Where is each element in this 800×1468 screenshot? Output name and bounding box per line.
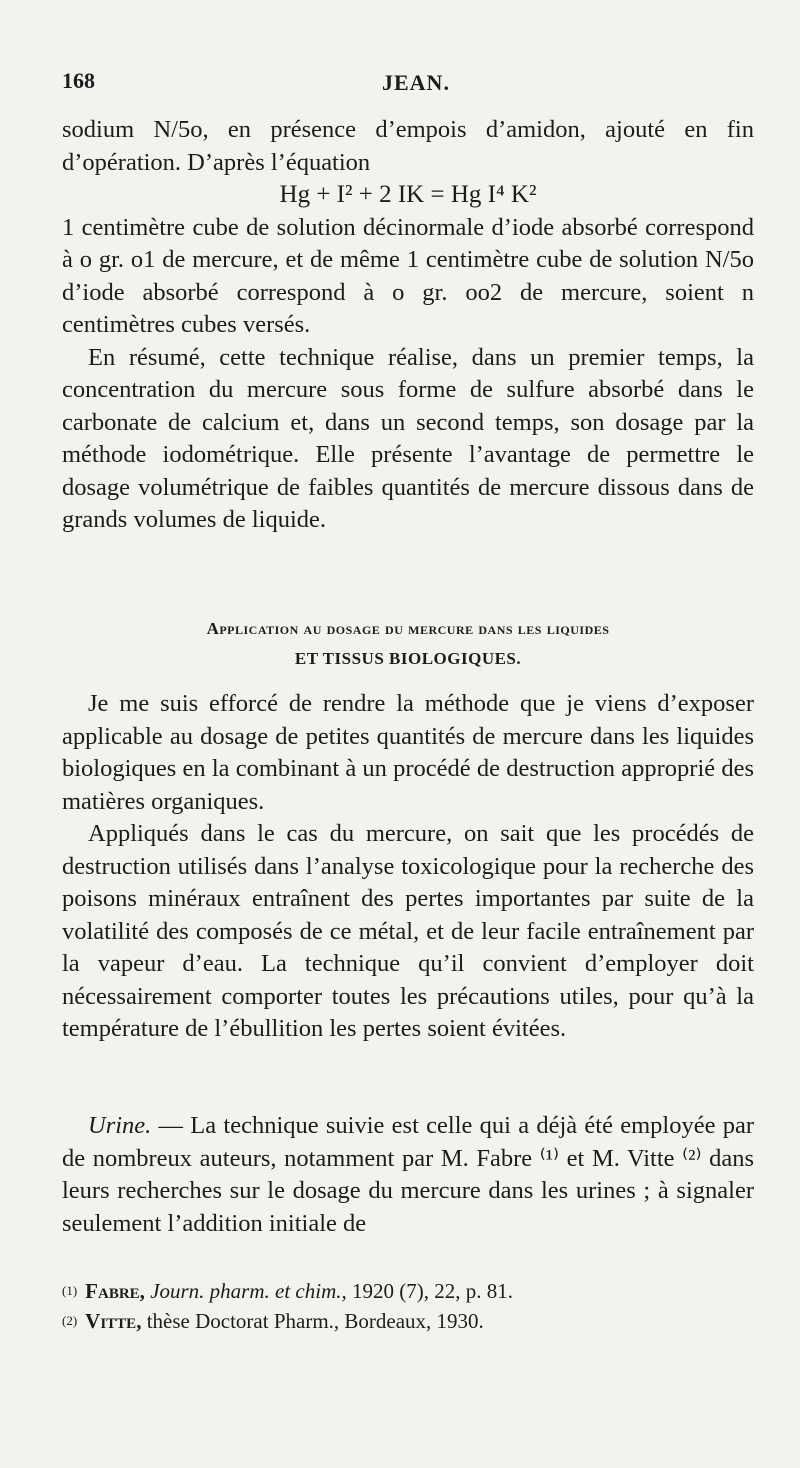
footnotes <box>62 1276 754 1336</box>
footnote-mark: (2) <box>62 1313 78 1328</box>
paragraph-urine <box>62 1110 754 1240</box>
footnote-2 <box>62 1306 754 1336</box>
paragraph-summary: En résumé, cette technique réalise, dans un premier temps, la concentration du mercure sous forme de sulfure absorbé dans le carbonate de calcium et, dans un second temps, son dosage par la méthode iodométrique. Elle présente l’avantage de permettre le dosage volumétrique de faibles quantités de mercure dissous dans de grands volumes de liquide. <box>62 343 754 533</box>
footnote-author: Fabre, <box>85 1279 145 1303</box>
section-heading <box>62 614 754 674</box>
section-heading-line1: Application au dosage du mercure dans les liquides <box>206 619 610 638</box>
middle-text-block <box>62 688 754 1046</box>
footnote-reference: thèse Doctorat Pharm., Bordeaux, 1930. <box>141 1309 484 1333</box>
paragraph-continuation: sodium N/5o, en présence d’empois d’amidon, ajouté en fin d’opération. D’après l’équation <box>62 116 754 176</box>
equation: Hg + I² + 2 IK = Hg I⁴ K² <box>279 181 537 208</box>
urine-text-block <box>62 1110 754 1240</box>
footnote-reference: 1920 (7), 22, p. 81. <box>346 1279 513 1303</box>
paragraph-destruction: Appliqués dans le cas du mercure, on sait que les procédés de destruction utilisés dans l’analyse toxicologique pour la recherche des poisons minéraux entraînent des pertes importantes par suite de la volatilité des composés de ce métal, et de leur facile entraînement par la vapeur d’eau. La technique qu’il convient d’employer doit nécessairement comporter toutes les précautions utiles, pour qu’à la température de l’ébullition les pertes soient évitées. <box>62 820 754 1042</box>
footnote-1 <box>62 1276 754 1306</box>
urine-lead: Urine. <box>88 1112 152 1139</box>
top-text-block <box>62 114 754 537</box>
page-number: 168 <box>62 68 95 93</box>
paragraph-iodine: 1 centimètre cube de solution décinormale d’iode absorbé correspond à o gr. o1 de mercure, et de même 1 centimètre cube de solution N/5o d’iode absorbé correspond à o gr. oo2 de mercure, soient n centimètres cubes versés. <box>62 213 754 338</box>
page-header <box>62 68 752 100</box>
paragraph-method: Je me suis efforcé de rendre la méthode que je viens d’exposer applicable au dosage de petites quantités de mercure dans les liquides biologiques en la combinant à un procédé de destruction approprié des matières organiques. <box>62 690 754 815</box>
footnote-journal: Journ. pharm. et chim., <box>150 1279 347 1303</box>
running-head: JEAN. <box>382 70 450 95</box>
footnote-mark: (1) <box>62 1283 78 1298</box>
urine-text: — La technique suivie est celle qui a déjà été employée par de nombreux auteurs, notamment par M. Fabre ⁽¹⁾ et M. Vitte ⁽²⁾ dans leurs recherches sur le dosage du mercure dans les urines ; à signaler seulement l’addition initiale de <box>62 1112 754 1237</box>
footnote-author: Vitte, <box>85 1309 142 1333</box>
section-heading-line2: ET TISSUS BIOLOGIQUES. <box>294 649 522 668</box>
